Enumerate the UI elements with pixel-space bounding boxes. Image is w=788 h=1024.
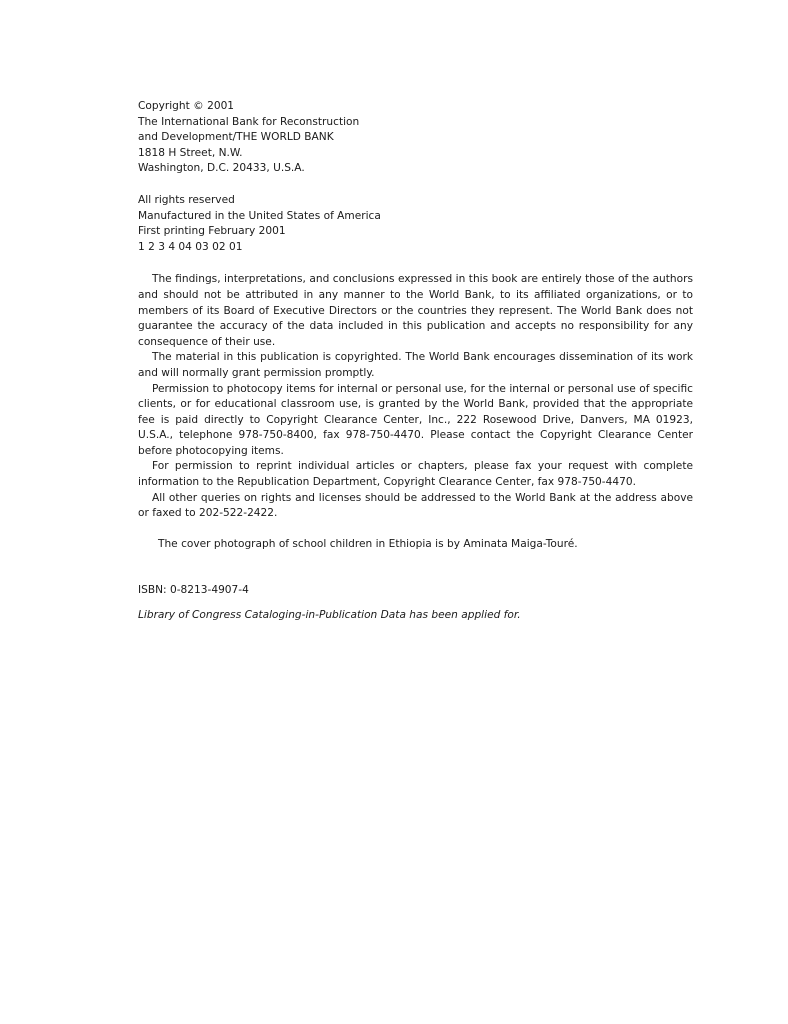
isbn: ISBN: 0-8213-4907-4 bbox=[138, 584, 249, 597]
copyright-line: Copyright © 2001 bbox=[138, 100, 235, 112]
cip-note: Library of Congress Cataloging-in-Publication Data has been applied for. bbox=[138, 609, 521, 622]
copyright-page bbox=[138, 99, 693, 624]
legal-notices bbox=[138, 272, 693, 522]
publisher-name-line-2: and Development/THE WORLD BANK bbox=[138, 131, 334, 144]
first-printing: First printing February 2001 bbox=[138, 225, 286, 238]
rights-block bbox=[138, 193, 693, 255]
photocopy-permission-paragraph: Permission to photocopy items for internal or personal use, for the internal or personal use of specific clients, or for educational classroom use, is granted by the World Bank, provided that the appropriate fee is paid directly to Copyright Clearance Center, Inc., 222 Rosewood Drive, Danvers, MA 01923, U.S.A., telephone 978-750-8400, fax 978-750-4470. Please contact the Copyright Clearance Center before photocopying items. bbox=[138, 382, 693, 457]
disclaimer-paragraph: The findings, interpretations, and conclusions expressed in this book are entirely those of the authors and should not be attributed in any manner to the World Bank, to its affiliated organizations, or to members of its Board of Executive Directors or the countries they represent. The World Bank does not guarantee the accuracy of the data included in this publication and accepts no responsibility for any consequence of their use. bbox=[138, 273, 693, 348]
rights-reserved: All rights reserved bbox=[138, 193, 235, 206]
cover-credit: The cover photograph of school children in Ethiopia is by Aminata Maiga-Touré. bbox=[158, 537, 578, 550]
manufactured-line: Manufactured in the United States of America bbox=[138, 209, 381, 222]
publisher-block bbox=[138, 99, 693, 177]
reprint-permission-paragraph: For permission to reprint individual articles or chapters, please fax your request with complete information to the Republication Department, Copyright Clearance Center, fax 978-750-4470. bbox=[138, 460, 693, 489]
copyright-notice-paragraph: The material in this publication is copyrighted. The World Bank encourages dissemination of its work and will normally grant permission promptly. bbox=[138, 351, 693, 379]
other-queries-paragraph: All other queries on rights and licenses should be addressed to the World Bank at the address above or faxed to 202-522-2422. bbox=[138, 491, 693, 520]
publisher-name-line-1: The International Bank for Reconstruction bbox=[138, 115, 360, 128]
street-address: 1818 H Street, N.W. bbox=[138, 146, 243, 159]
city-address: Washington, D.C. 20433, U.S.A. bbox=[138, 162, 305, 175]
printing-numbers: 1 2 3 4 04 03 02 01 bbox=[138, 240, 243, 253]
